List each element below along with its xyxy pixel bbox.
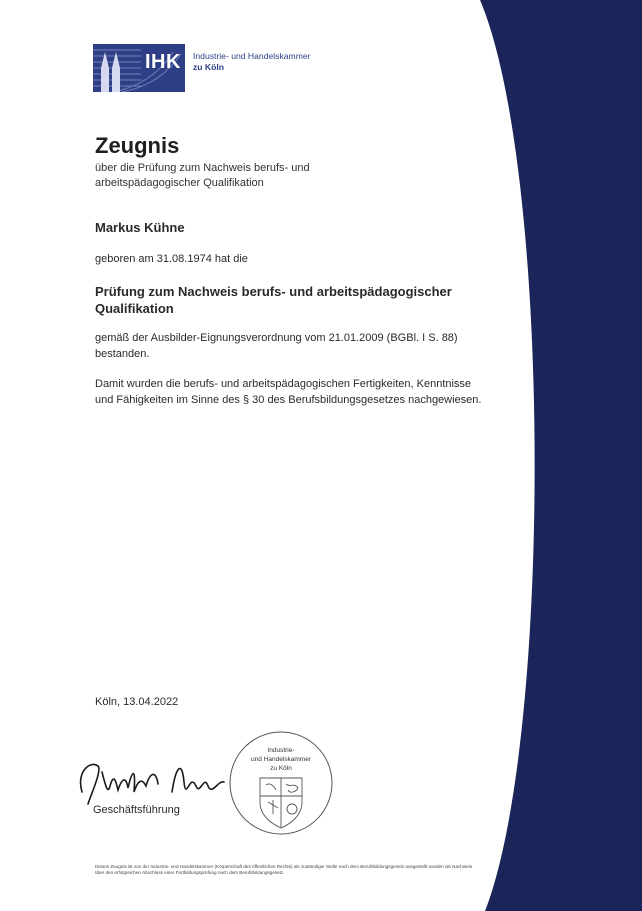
place-date: Köln, 13.04.2022 — [95, 696, 179, 708]
logo-line-2: zu Köln — [193, 62, 225, 72]
coat-of-arms-icon — [260, 778, 302, 828]
document-subtitle: über die Prüfung zum Nachweis berufs- und arbeitspädagogischer Qualifikation — [95, 162, 310, 189]
seal-line-3: zu Köln — [270, 765, 292, 772]
ihk-logo — [93, 44, 315, 92]
legal-basis: gemäß der Ausbilder-Eignungsverordnung vom 21.01.2009 (BGBl. I S. 88) bestanden. — [95, 332, 458, 360]
seal-line-1: Industrie- — [267, 747, 295, 754]
document-title: Zeugnis — [95, 133, 180, 158]
result-statement: Damit wurden die berufs- und arbeitspädagogischen Fertigkeiten, Kenntnisse und Fähigkeiten im Sinne des § 30 des Berufsbildungsgesetzes nachgewiesen. — [95, 378, 482, 406]
ihk-mark: IHK — [145, 51, 181, 73]
ihk-logo-box — [93, 44, 185, 92]
official-seal — [228, 730, 334, 836]
logo-line-1: Industrie- und Handelskammer — [193, 51, 311, 61]
seal-line-2: und Handelskammer — [251, 756, 311, 763]
footer-note: Dieses Zeugnis ist von der Industrie- und Handelskammer (Körperschaft des öffentlichen Rechts) als zuständiger Stelle nach dem Berufsbildungsgesetz ausgestellt worden als Nachweis über den erfolgreichen Abschluss einer Fortbildungsprüfung nach dem Berufsbildungsgesetz. — [95, 864, 473, 875]
signature-role: Geschäftsführung — [93, 804, 180, 816]
holder-name: Markus Kühne — [95, 220, 185, 235]
ihk-logo-text — [193, 51, 311, 73]
exam-title: Prüfung zum Nachweis berufs- und arbeitspädagogischer Qualifikation — [95, 284, 452, 316]
handwritten-signature — [72, 752, 242, 812]
birth-date-line: geboren am 31.08.1974 hat die — [95, 253, 248, 265]
